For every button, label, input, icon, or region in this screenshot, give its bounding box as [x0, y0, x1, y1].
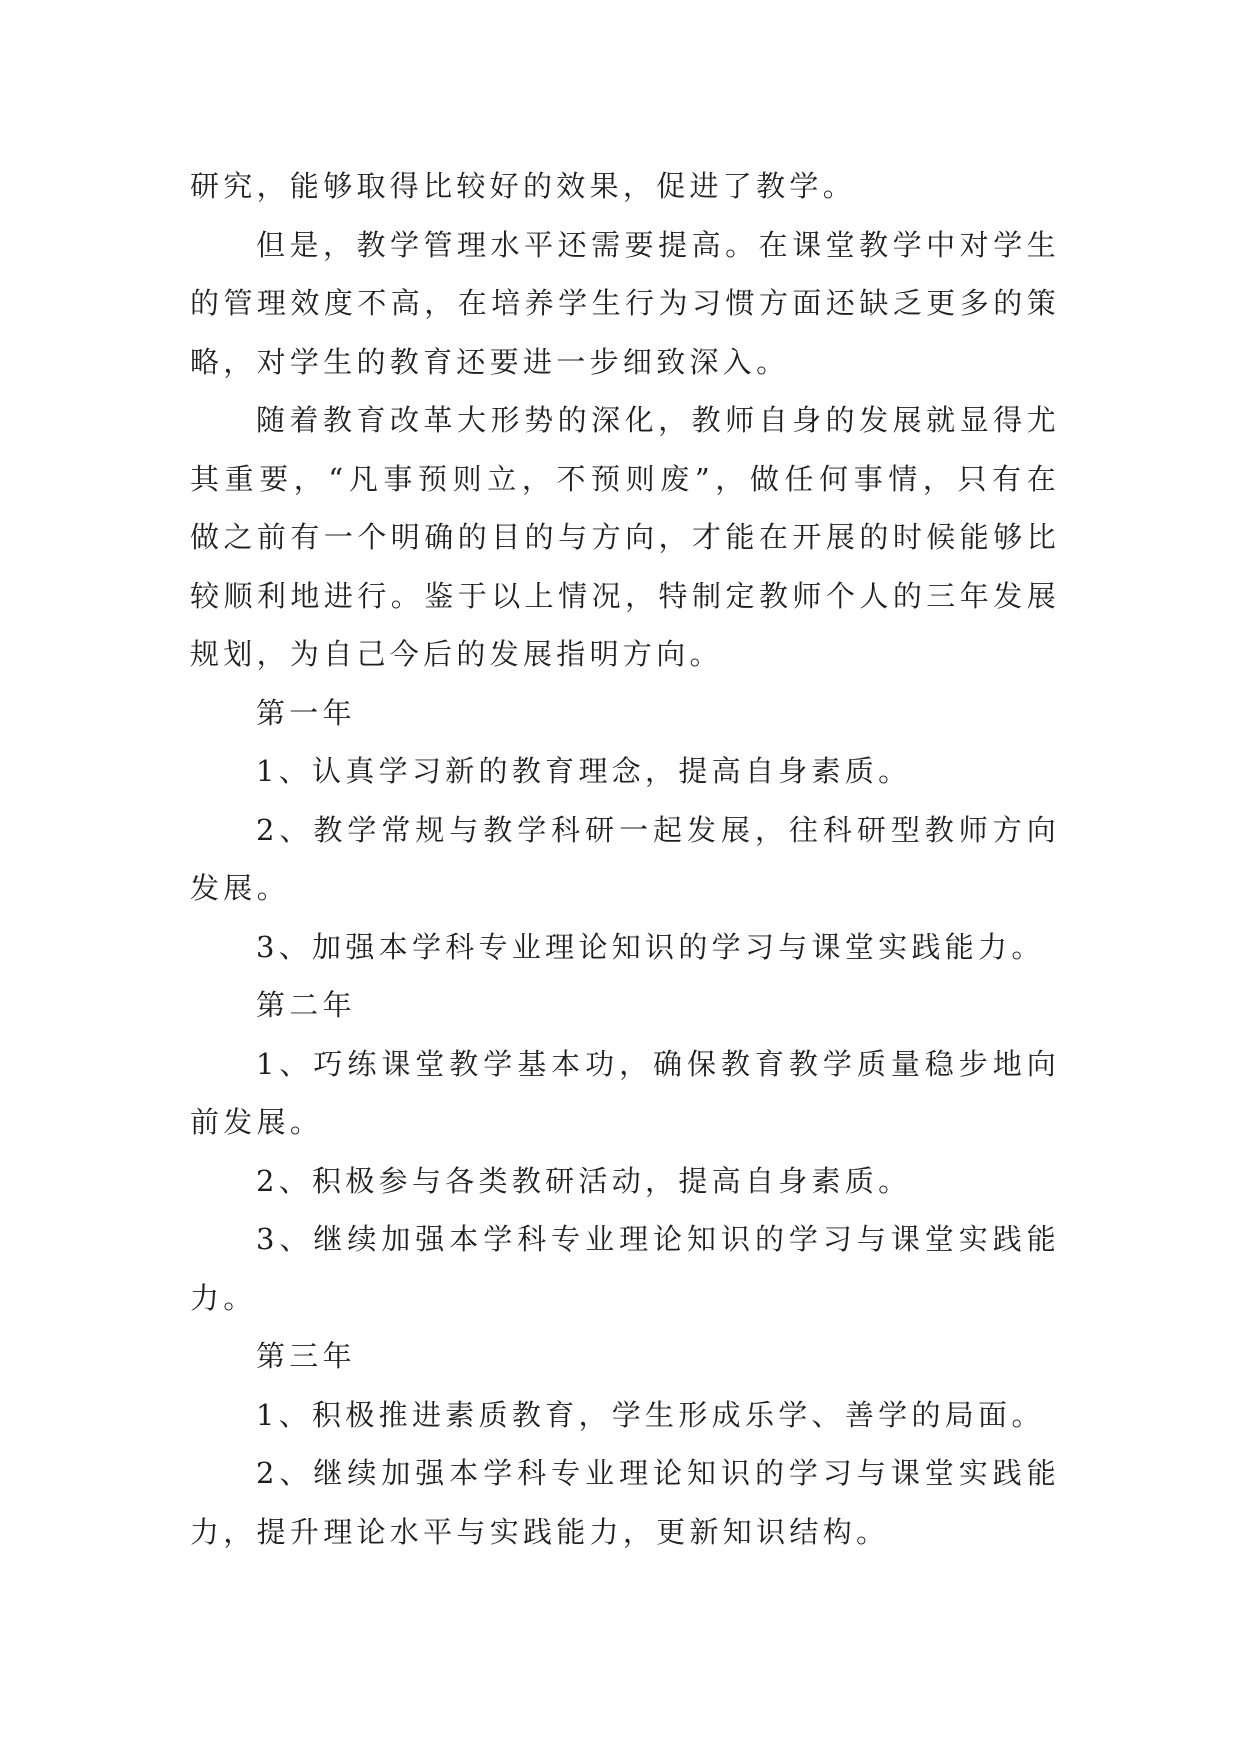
list-item-year-one-1: 1、认真学习新的教育理念，提高自身素质。: [256, 754, 912, 788]
list-item-year-two-2: 2、积极参与各类教研活动，提高自身素质。: [256, 1163, 912, 1198]
document-body: [190, 157, 1060, 1561]
list-item-year-one-3: 3、加强本学科专业理论知识的学习与课堂实践能力。: [256, 929, 1045, 964]
list-item-year-one-2: 2、教学常规与教学科研一起发展，往科研型教师方向发展。: [190, 812, 1060, 905]
list-item-year-two-1: 1、巧练课堂教学基本功，确保教育教学质量稳步地向前发展。: [190, 1046, 1060, 1139]
heading-year-three: 第三年: [256, 1339, 356, 1373]
paragraph-shortcomings: 但是，教学管理水平还需要提高。在课堂教学中对学生的管理效度不高，在培养学生行为习惯方面还缺乏更多的策略，对学生的教育还要进一步细致深入。: [190, 227, 1060, 379]
paragraph-intro-continuation: 研究，能够取得比较好的效果，促进了教学。: [190, 169, 857, 203]
heading-year-one: 第一年: [256, 695, 356, 730]
list-item-year-two-3: 3、继续加强本学科专业理论知识的学习与课堂实践能力。: [190, 1222, 1060, 1315]
list-item-year-three-1: 1、积极推进素质教育，学生形成乐学、善学的局面。: [256, 1397, 1045, 1432]
list-item-year-three-2: 2、继续加强本学科专业理论知识的学习与课堂实践能力，提升理论水平与实践能力，更新知识结构。: [190, 1456, 1060, 1549]
paragraph-purpose: 随着教育改革大形势的深化，教师自身的发展就显得尤其重要，“凡事预则立，不预则废”，做任何事情，只有在做之前有一个明确的目的与方向，才能在开展的时候能够比较顺利地进行。鉴于以上情况，特制定教师个人的三年发展规划，为自己今后的发展指明方向。: [190, 403, 1060, 671]
heading-year-two: 第二年: [256, 988, 356, 1022]
